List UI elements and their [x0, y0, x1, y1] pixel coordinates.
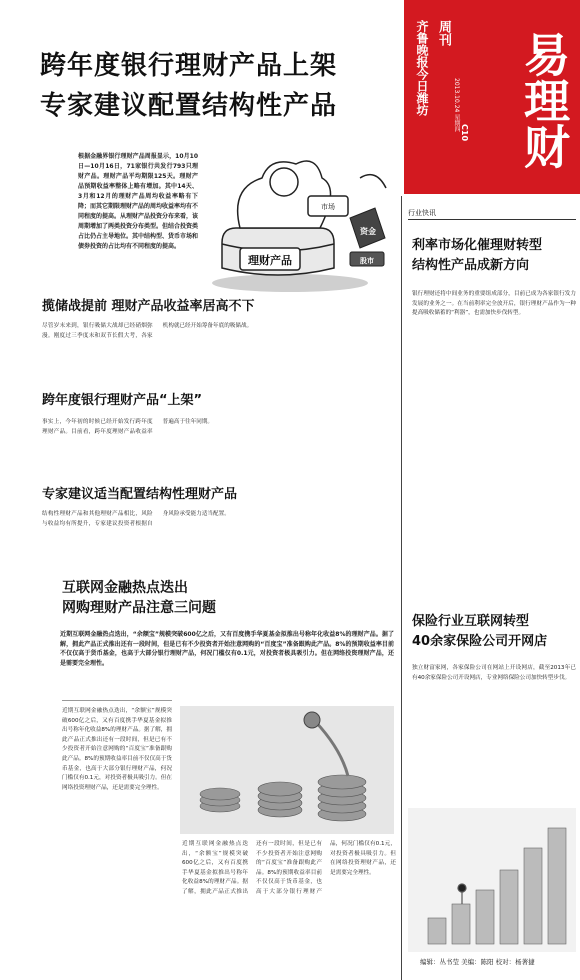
section-2-text: 事实上，今年初的时候已经开始发行跨年度理财产品。目前看，跨年度理财产品收益率普遍高于往年同期。: [42, 419, 214, 435]
main-headline-line2: 专家建议配置结构性产品: [40, 91, 338, 121]
right-article-1-title-line2: 结构性产品成新方向: [412, 258, 530, 273]
right-article-2-title-line2: 40余家保险公司开网店: [412, 634, 548, 649]
masthead-paper: 齐鲁晚报今日潍坊: [415, 20, 429, 116]
feature2-body-col2: 近期互联网金融热点迭出，“余额宝”规模突破600亿之后，又有百度携手华夏基金拟推出号称年化收益8%的理财产品。据了解，拥此产品正式推出还有一段时间，但是已有不少投资者开始注意网购的“百度宝”准备跟购此产品。8%的预期收益率目前不仅仅高于货币基金，也高于大部分银行理财产品，何况门槛仅有0.1元，对投资者极具吸引力。但在网络投资理财产品，还是需要完全理性。: [182, 841, 396, 895]
masthead-brand: 易理财: [517, 31, 571, 169]
feature2-summary: 近期互联网金融热点迭出，“余额宝”规模突破600亿之后，又有百度携手华夏基金拟推出号称年化收益8%的理财产品。据了解，拥此产品正式推出还有一段时间，但是已有不少投资者开始注意网购的“百度宝”准备跟购此产品。8%的预期收益率目前不仅仅高于货币基金，也高于大部分银行理财产品，何况门槛仅有0.1元，对投资者极具吸引力。但在网络投资理财产品，还是需要完全理性。: [60, 631, 394, 667]
wealth-illustration: [200, 148, 398, 296]
right-article-2-text: 独立财富家网，各家保险公司在网站上开设网店，截至2013年已有40余家保险公司开设网店，专业网络保险公司加快转型步伐。: [412, 665, 576, 681]
section-1-text: 尽管岁末来到，银行吸储大战却已经硝烟弥漫。刚度过三季度末和双节长假大考，各家机构就已经开始筹备年底的吸储战。: [42, 323, 253, 339]
section-3-text: 结构性理财产品和其他理财产品相比，风险与收益均有所提升，专家建议投资者根据自身风险承受能力适当配置。: [42, 511, 230, 527]
right-article-1-title-line1: 利率市场化催理财转型: [412, 238, 543, 253]
coin-stacks-photo: [408, 808, 576, 952]
column-divider: [401, 196, 402, 980]
lead-paragraph: 根据金融界银行理财产品周报显示，10月10日—10月16日，71家银行共发行793只理财产品。理财产品平均期限125天。理财产品预期收益率整体上略有增加。其中14天、3月和12月的理财产品周均收益率略有下降；而其它期限理财产品的周均收益率均有不同程度的提高。从理财产品投资分布来看，该周期增加了两类投资分布类型。但结合投资类占比仍占主导地位。其中结构型、货币市场和债券投资的占比均有不同程度的提高。: [78, 153, 198, 250]
main-headline: [40, 46, 400, 126]
svg-text:市场: 市场: [321, 203, 335, 211]
right-article-1-text: 银行理财还将中间业务的重要组成部分，目前已成为各家银行发力发展的业务之一。在当前利率完全放开后，银行理财产品作为一种提高吸收储蓄的“利器”，也需加快步伐转型。: [412, 291, 576, 317]
illustration-label-product: [248, 253, 292, 267]
illustration-label-fund: [360, 226, 376, 236]
right-article-1-title: [412, 236, 576, 276]
section-1-title: 揽储战提前 理财产品收益率居高不下: [42, 299, 255, 314]
illustration-label-market: [321, 202, 335, 211]
svg-text:资金: 资金: [360, 227, 376, 236]
feature2-body-col1: 近期互联网金融热点迭出，“余额宝”规模突破600亿之后，又有百度携手华夏基金拟推出号称年化收益8%的理财产品。据了解，拥此产品正式推出还有一段时间，但是已有不少投资者开始注意网购的“百度宝”准备跟购此产品。8%的预期收益率目前不仅仅高于货币基金，也高于大部分银行理财产品，何况门槛仅有0.1元，对投资者极具吸引力。但在网络投资理财产品，还是需要完全理性。: [62, 708, 172, 791]
left-border: [4, 0, 401, 4]
column-tag: [408, 200, 576, 220]
feature2-title: [62, 578, 382, 618]
svg-text:理财产品: 理财产品: [248, 254, 292, 267]
feature2-title-line2: 网购理财产品注意三问题: [62, 600, 216, 616]
masthead-date: 2013.10.24 星期四: [453, 78, 460, 133]
section-2-title: 跨年度银行理财产品“上架”: [42, 393, 203, 408]
illustration-label-stock: [360, 256, 374, 265]
footer-credits: 编辑：丛书莹 美编：陈阳 校对：杨著捷: [420, 958, 535, 966]
right-article-2-title: [412, 612, 576, 652]
feature2-title-line1: 互联网金融热点迭出: [62, 580, 188, 596]
column-tag-label: 行业快讯: [408, 209, 436, 217]
coins-photo: [180, 706, 394, 834]
svg-text:股市: 股市: [360, 257, 374, 265]
masthead-weekly: 周刊: [436, 20, 451, 46]
section-3-title: 专家建议适当配置结构性理财产品: [42, 487, 238, 502]
masthead-page: C10: [460, 124, 469, 142]
feature2-body: [62, 700, 172, 975]
feature2-body-right: [182, 840, 396, 974]
main-headline-line1: 跨年度银行理财产品上架: [40, 51, 338, 81]
right-article-2-title-line1: 保险行业互联网转型: [412, 614, 530, 629]
masthead: [404, 0, 580, 194]
